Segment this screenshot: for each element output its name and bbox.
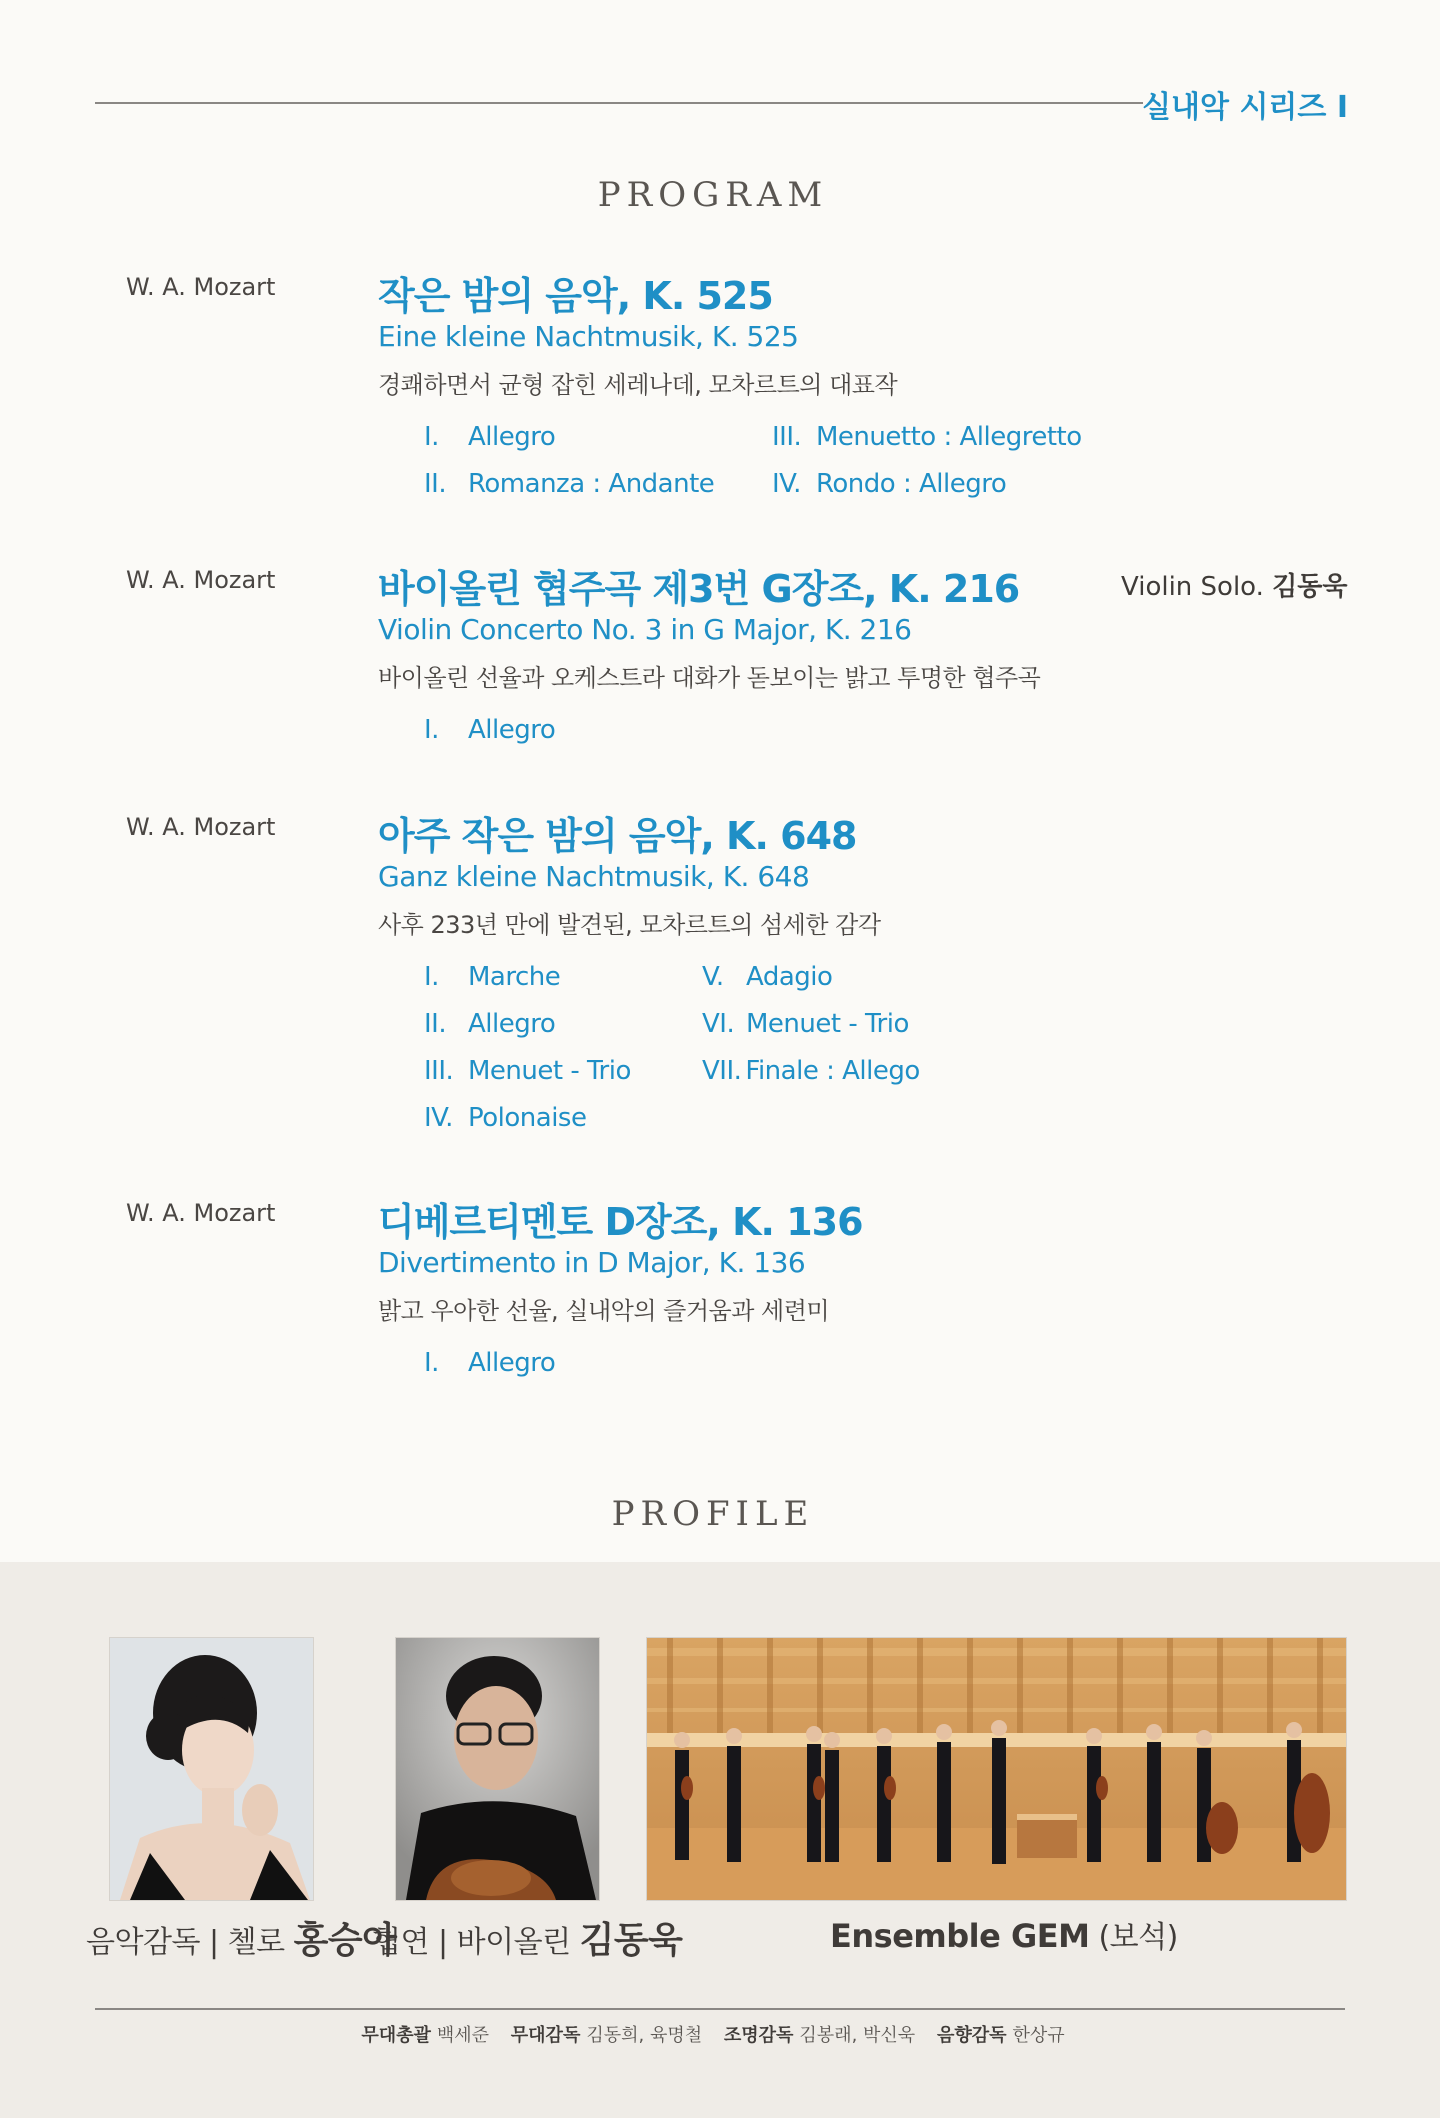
movement-item: V. Adagio: [702, 962, 833, 992]
description: 바이올린 선율과 오케스트라 대화가 돋보이는 밝고 투명한 협주곡: [378, 664, 1041, 692]
composer: W. A. Mozart: [126, 273, 276, 301]
top-divider: [95, 102, 1143, 104]
movement-item: I. Allegro: [424, 715, 556, 745]
profile-caption-music-director: 음악감독 | 첼로 홍승아: [86, 1920, 397, 1961]
movement-item: III. Menuet - Trio: [424, 1056, 631, 1086]
movement-item: III. Menuetto : Allegretto: [772, 422, 1082, 452]
composer: W. A. Mozart: [126, 813, 276, 841]
portrait-cellist: [109, 1637, 314, 1901]
movement-item: I. Marche: [424, 962, 561, 992]
description: 경쾌하면서 균형 잡힌 세레나데, 모차르트의 대표작: [378, 371, 898, 399]
description: 밝고 우아한 선율, 실내악의 즐거움과 세련미: [378, 1297, 830, 1325]
profile-heading: PROFILE: [611, 1494, 815, 1534]
ensemble-photo: [646, 1637, 1347, 1901]
description: 사후 233년 만에 발견된, 모차르트의 섬세한 감각: [378, 911, 881, 939]
movement-item: II. Allegro: [424, 1009, 556, 1039]
movement-item: II. Romanza : Andante: [424, 469, 715, 499]
bottom-divider: [95, 2008, 1345, 2010]
movement-item: IV. Rondo : Allegro: [772, 469, 1007, 499]
staff-credits: 무대총괄 백세준 무대감독 김동희, 육명철 조명감독 김봉래, 박신욱 음향감독 한상규: [361, 2025, 1065, 2046]
title-english: Violin Concerto No. 3 in G Major, K. 216: [378, 613, 912, 646]
soloist-credit: Violin Solo. 김동욱: [1121, 572, 1348, 602]
movement-item: I. Allegro: [424, 1348, 556, 1378]
composer: W. A. Mozart: [126, 566, 276, 594]
title-korean: 디베르티멘토 D장조, K. 136: [378, 1200, 863, 1244]
title-korean: 아주 작은 밤의 음악, K. 648: [378, 814, 857, 858]
title-korean: 바이올린 협주곡 제3번 G장조, K. 216: [378, 567, 1020, 611]
profile-caption-soloist: 협연 | 바이올린 김동욱: [372, 1920, 683, 1961]
movement-item: VII. Finale : Allego: [702, 1056, 920, 1086]
program-heading: PROGRAM: [597, 175, 829, 215]
portrait-violinist: [395, 1637, 600, 1901]
movement-item: I. Allegro: [424, 422, 556, 452]
title-english: Ganz kleine Nachtmusik, K. 648: [378, 860, 810, 893]
title-korean: 작은 밤의 음악, K. 525: [378, 274, 773, 318]
profile-caption-ensemble: Ensemble GEM (보석): [830, 1917, 1178, 1955]
movement-item: IV. Polonaise: [424, 1103, 587, 1133]
series-label: 실내악 시리즈 Ⅰ: [1142, 90, 1348, 125]
title-english: Eine kleine Nachtmusik, K. 525: [378, 320, 799, 353]
movement-item: VI. Menuet - Trio: [702, 1009, 909, 1039]
title-english: Divertimento in D Major, K. 136: [378, 1246, 806, 1279]
composer: W. A. Mozart: [126, 1199, 276, 1227]
